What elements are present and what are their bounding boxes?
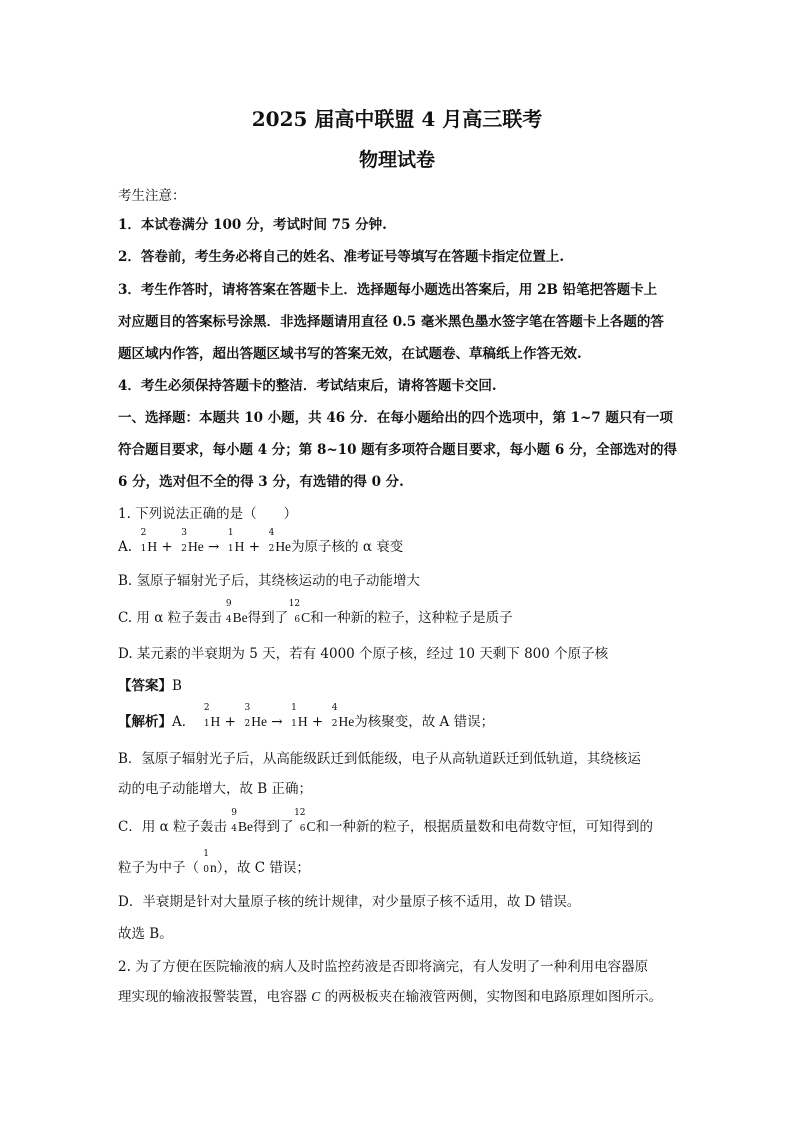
nuclide-he3-b: 3 2: [244, 703, 251, 729]
notice-item-1: 1．本试卷满分 100 分，考试时间 75 分钟.: [118, 217, 387, 233]
q1-option-c: C. 用 α 粒子轰击 9 4 Be得到了 12 6 C和一种新的粒子，这种粒子是质子: [118, 599, 513, 626]
q1-option-a-suffix: 为原子核的 α 衰变: [291, 539, 404, 555]
nuclide-be9-b: 9 4: [231, 808, 238, 834]
nuclide-he3: 3 2: [181, 528, 187, 554]
q1-analysis-a: 【解析】A． 2 1 H + 3 2 He → 1 1 H + 4 2 He为核聚变，故 A 错误；: [118, 703, 495, 730]
q1-analysis-d: D．半衰期是针对大量原子核的统计规律，对少量原子核不适用，故 D 错误。: [118, 894, 581, 910]
q1-analysis-c-2: 粒子为中子（ 1 0 n），故 C 错误；: [118, 849, 310, 876]
section1-line-1: 一、选择题：本题共 10 小题，共 46 分．在每小题给出的四个选项中，第 1~7 题只有一项: [118, 410, 673, 426]
nuclide-h2-b: 2 1: [203, 703, 210, 729]
nuclide-h2: 2 1: [140, 528, 147, 554]
capacitor-variable: C: [311, 989, 321, 1004]
q1-option-a: A. 2 1 H + 3 2 He → 1 1 H + 4 2 He为原子核的 α 衰变: [118, 528, 404, 555]
q1-option-b: B. 氢原子辐射光子后，其绕核运动的电子动能增大: [118, 573, 421, 589]
nuclide-c12: 12 6: [288, 599, 301, 625]
nuclide-he4: 4 2: [268, 528, 275, 554]
notice-item-3: 3．考生作答时，请将答案在答题卡上．选择题每小题选出答案后，用 2B 铅笔把答题卡上: [118, 282, 658, 298]
notice-heading: 考生注意：: [118, 188, 186, 204]
q1-analysis-b-1: B．氢原子辐射光子后，从高能级跃迁到低能级，电子从高轨道跃迁到低轨道，其绕核运: [118, 751, 641, 767]
nuclide-be9: 9 4: [225, 599, 232, 625]
section1-line-2: 符合题目要求，每小题 4 分；第 8~10 题有多项符合题目要求，每小题 6 分，全部选对的得: [118, 442, 677, 458]
answer-value: B: [172, 678, 182, 694]
q1-option-d: D. 某元素的半衰期为 5 天，若有 4000 个原子核，经过 10 天剩下 800 个原子核: [118, 646, 609, 662]
q2-line-1: 2. 为了方便在医院输液的病人及时监控药液是否即将滴完，有人发明了一种利用电容器原: [118, 959, 649, 975]
q1-stem: 1. 下列说法正确的是（ ）: [118, 506, 298, 522]
exam-subtitle: 物理试卷: [358, 149, 435, 171]
notice-item-3-cont2: 题区域内作答，超出答题区域书写的答案无效，在试题卷、草稿纸上作答无效.: [118, 346, 582, 362]
notice-item-4: 4．考生必须保持答题卡的整洁．考试结束后，请将答题卡交回.: [118, 378, 497, 394]
q2-line-2: 理实现的输液报警装置，电容器 C 的两极板夹在输液管两侧，实物图和电路原理如图所示。: [118, 989, 663, 1005]
nuclide-he4-b: 4 2: [331, 703, 338, 729]
exam-title: 2025 届高中联盟 4 月高三联考: [251, 107, 543, 131]
analysis-tag: 【解析】: [118, 714, 172, 730]
q1-answer: [118, 677, 182, 695]
section1-line-3: 6 分，选对但不全的得 3 分，有选错的得 0 分.: [118, 474, 404, 490]
nuclide-n1: 1 0: [203, 849, 209, 875]
nuclide-h1: 1 1: [227, 528, 234, 554]
q1-conclusion: 故选 B。: [118, 926, 173, 942]
q1-option-a-prefix: A.: [118, 539, 137, 555]
notice-item-2: 2．答卷前，考生务必将自己的姓名、准考证号等填写在答题卡指定位置上.: [118, 249, 565, 265]
q1-analysis-c-1: C．用 α 粒子轰击 9 4 Be得到了 12 6 C和一种新的粒子，根据质量数和电荷数守恒，可知得到的: [118, 808, 654, 835]
q1-analysis-b-2: 动的电子动能增大，故 B 正确；: [118, 781, 313, 797]
nuclide-c12-b: 12 6: [294, 808, 306, 834]
answer-tag: 【答案】: [118, 678, 172, 694]
nuclide-h1-b: 1 1: [291, 703, 297, 729]
notice-item-3-cont: 对应题目的答案标号涂黑．非选择题请用直径 0.5 毫米黑色墨水签字笔在答题卡上各题的答: [118, 314, 664, 330]
